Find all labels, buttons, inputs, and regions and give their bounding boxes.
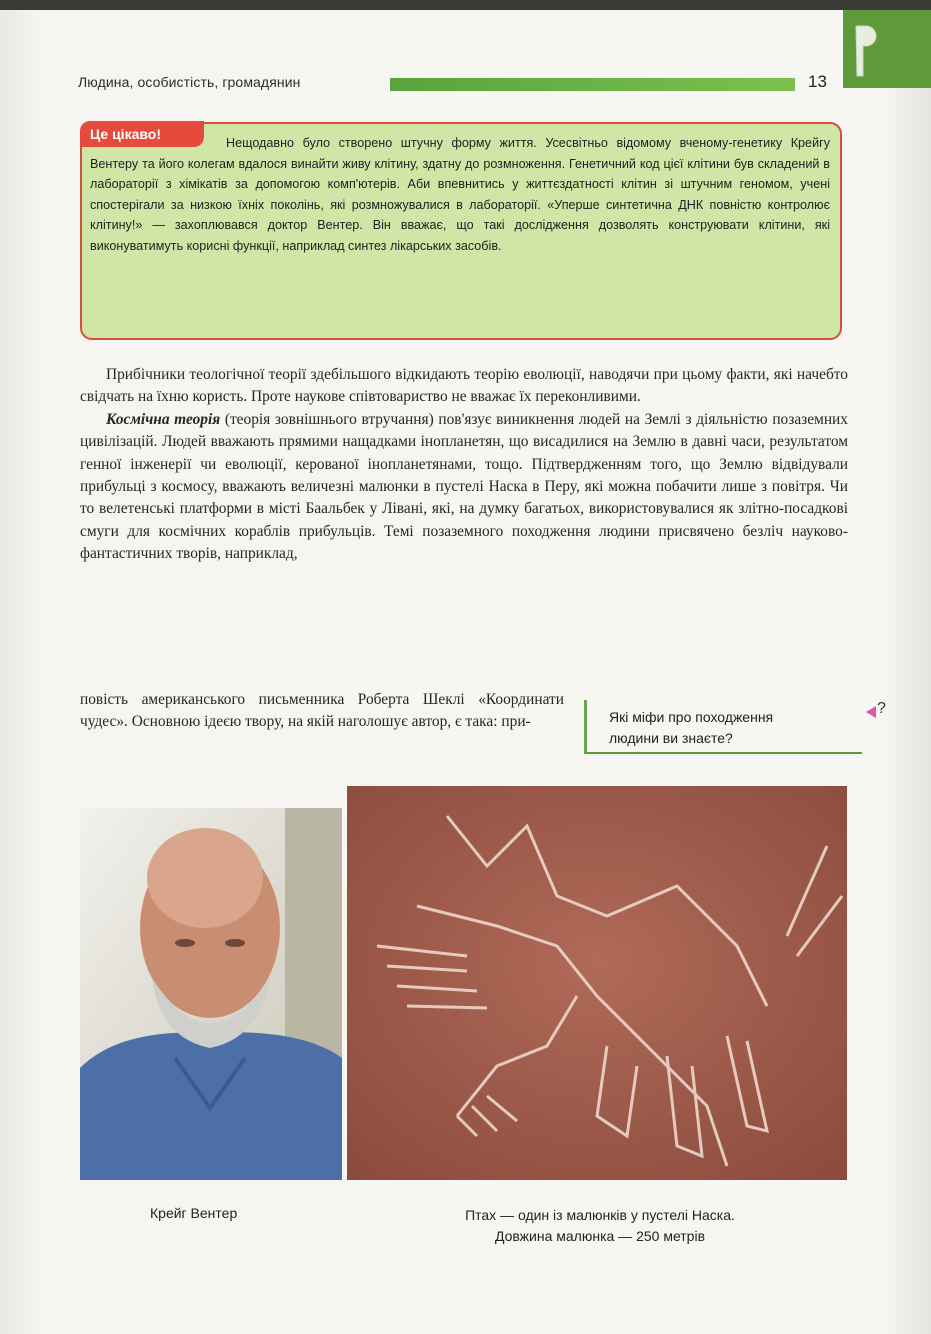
caption-venter: Крейг Вентер bbox=[150, 1205, 238, 1221]
question-line-2: людини ви знаєте? bbox=[609, 730, 733, 746]
photo-craig-venter bbox=[80, 808, 342, 1180]
question-box bbox=[584, 700, 862, 754]
question-line-1: Які міфи про походження bbox=[609, 709, 774, 725]
page-top-edge bbox=[0, 0, 931, 10]
main-text bbox=[80, 364, 848, 566]
page-number: 13 bbox=[808, 72, 827, 91]
term-cosmic-theory: Космічна теорія bbox=[106, 410, 221, 428]
paragraph-cosmic bbox=[80, 409, 848, 566]
photo-nasca-bird bbox=[347, 786, 847, 1180]
running-header-title: Людина, особистість, громадянин bbox=[78, 74, 301, 90]
question-mark: ? bbox=[877, 700, 886, 717]
info-box-label: Це цікаво! bbox=[80, 121, 204, 147]
caption-nasca bbox=[410, 1205, 790, 1247]
header-accent-bar bbox=[390, 78, 795, 91]
caption-nasca-line-1: Птах — один із малюнків у пустелі Наска. bbox=[465, 1207, 735, 1223]
paragraph-cosmic-text: (теорія зовнішнього втручання) пов'язує виникнення людей на Землі з діяльністю позаземних цивілізацій. Людей вважають прямими нащадками інопланетян, що висадилися на Землю в давні часи, результатом генної інженерії чи еволюції, керованої інопланетянами, тощо. Підтвердженням того, що Землю відвідували прибульці з космосу, вважають величезні малюнки в пустелі Наска в Перу, які можна побачити лише з повітря. Чи то велетенські платформи в місті Баальбек у Лівані, які, на думку багатьох, використовувалися як злітно-посадкові смуги для космічних кораблів прибульців. Темі позаземного походження людини присвячено безліч науково-фантастичних творів, наприклад, bbox=[80, 410, 848, 563]
paragraph-cosmic-continuation: повість американського письменника Роберта Шеклі «Координати чудес». Основною ідеєю твору, на якій наголошує автор, є така: при- bbox=[80, 691, 564, 731]
question-arrow-icon bbox=[866, 706, 876, 718]
paragraph-theological: Прибічники теологічної теорії здебільшого відкидають теорію еволюції, наводячи при цьому факти, які начебто свідчать на їхню користь. Проте наукове співтовариство не вважає їх переконливими. bbox=[80, 366, 848, 406]
chapter-tab-letter-icon bbox=[852, 22, 878, 80]
caption-nasca-line-2: Довжина малюнка — 250 метрів bbox=[494, 1228, 706, 1244]
info-box-text: Нещодавно було створено штучну форму життя. Усесвітньо відомому вченому-генетику Крейгу Вентеру та його колегам вдалося винайти живу клітину, здатну до розмноження. Генетичний код цієї клітини був складений в лабораторії з хімікатів за допомогою комп'ютерів. Аби впевнитись у життєздатності клітин зі штучним геномом, учені спостерігали за низкою їхніх поколінь, які розмножувалися в лабораторії. «Уперше синтетична ДНК повністю контролює клітину!» — захоплювався доктор Вентер. Він вважає, що такі дослідження дозволять конструювати клітини, які виконуватимуть корисні функції, наприклад синтез лікарських засобів. bbox=[90, 136, 830, 253]
